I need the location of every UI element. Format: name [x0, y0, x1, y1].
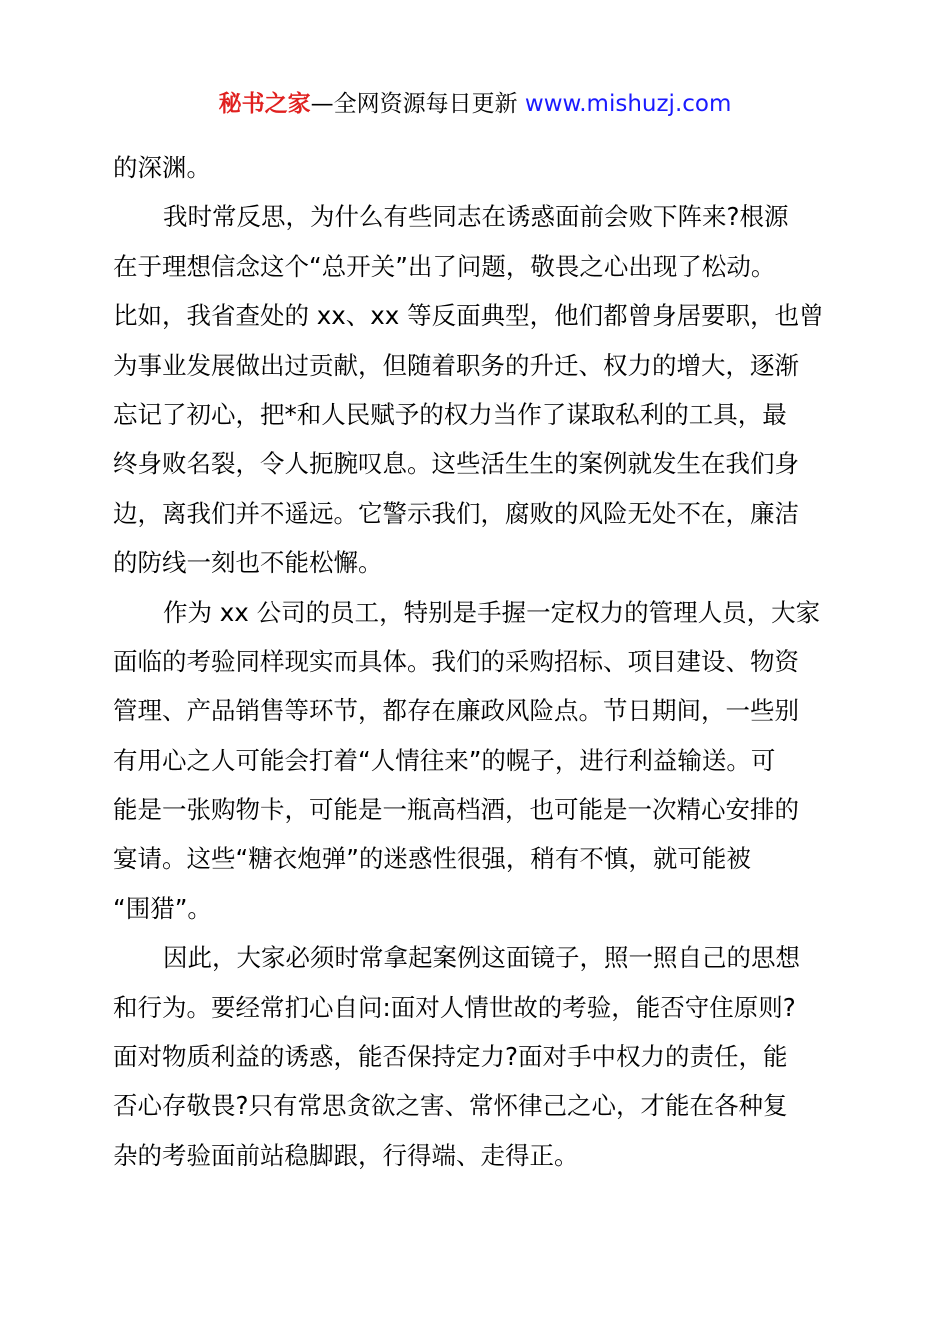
text-line: 在于理想信念这个“总开关”出了问题，敬畏之心出现了松动。 — [113, 251, 776, 281]
header-tagline: —全网资源每日更新 — [310, 91, 525, 117]
text-line: 有用心之人可能会打着“人情往来”的幌子，进行利益输送。可 — [113, 745, 776, 775]
text-line: 终身败名裂，令人扼腕叹息。这些活生生的案例就发生在我们身 — [113, 449, 799, 479]
text-line: 我时常反思，为什么有些同志在诱惑面前会败下阵来?根源 — [163, 202, 789, 232]
text-line: 忘记了初心，把*和人民赋予的权力当作了谋取私利的工具，最 — [113, 399, 787, 429]
site-url[interactable]: www.mishuzj.com — [524, 91, 732, 117]
text-line: 作为 xx 公司的员工，特别是手握一定权力的管理人员，大家 — [163, 597, 821, 627]
text-line: 能是一张购物卡，可能是一瓶高档酒，也可能是一次精心安排的 — [113, 795, 799, 825]
document-body — [113, 143, 843, 1180]
text-line: “围猎”。 — [113, 893, 212, 923]
text-line: 边，离我们并不遥远。它警示我们，腐败的风险无处不在，廉洁 — [113, 498, 799, 528]
text-line: 宴请。这些“糖衣炮弹”的迷惑性很强，稍有不慎，就可能被 — [113, 844, 751, 874]
text-line: 和行为。要经常扪心自问:面对人情世故的考验，能否守住原则? — [113, 992, 796, 1022]
text-line: 为事业发展做出过贡献，但随着职务的升迁、权力的增大，逐渐 — [113, 350, 799, 380]
brand-name: 秘书之家 — [218, 91, 311, 117]
text-line: 的深渊。 — [113, 153, 211, 182]
text-line: 管理、产品销售等环节，都存在廉政风险点。节日期间，一些别 — [113, 696, 799, 726]
text-line: 面对物质利益的诱惑，能否保持定力?面对手中权力的责任，能 — [113, 1042, 788, 1072]
text-line: 否心存敬畏?只有常思贪欲之害、常怀律己之心，才能在各种复 — [113, 1091, 788, 1121]
text-line: 面临的考验同样现实而具体。我们的采购招标、项目建设、物资 — [113, 646, 799, 676]
text-line: 比如，我省查处的 xx、xx 等反面典型，他们都曾身居要职，也曾 — [113, 301, 824, 331]
text-line: 因此，大家必须时常拿起案例这面镜子，照一照自己的思想 — [163, 943, 800, 973]
text-line: 杂的考验面前站稳脚跟，行得端、走得正。 — [113, 1140, 579, 1170]
text-line: 的防线一刻也不能松懈。 — [113, 548, 383, 578]
page-header — [0, 86, 950, 122]
